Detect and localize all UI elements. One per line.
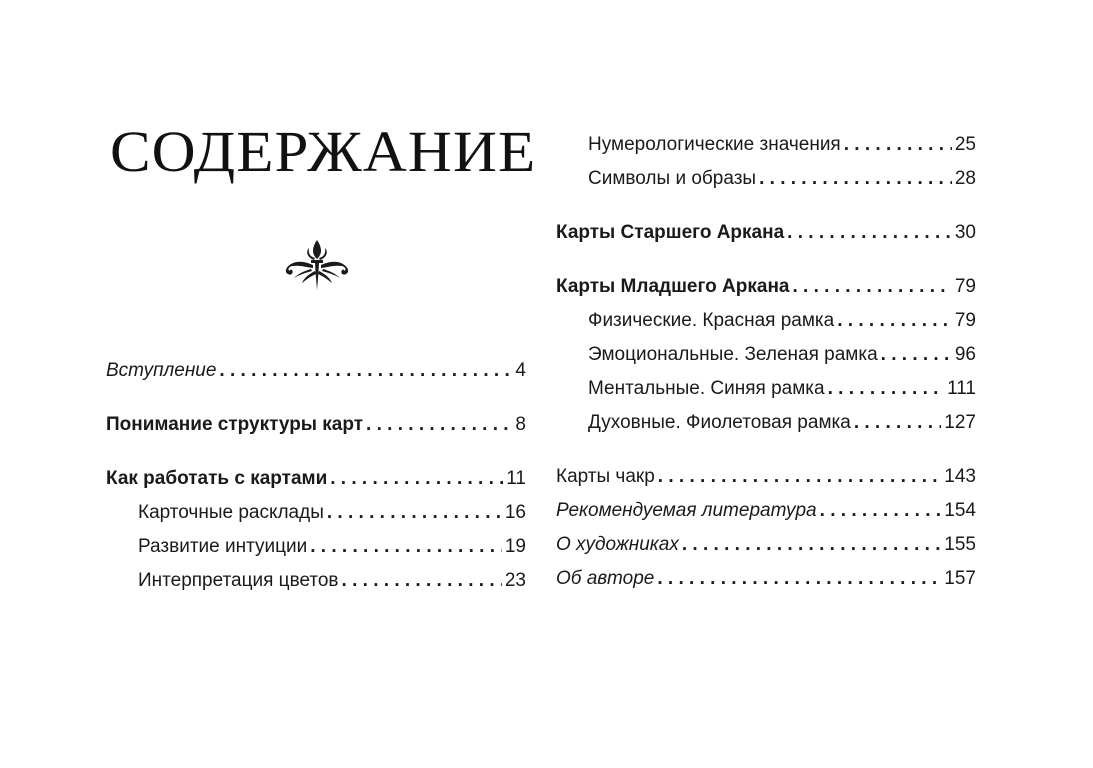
toc-entry-introduction[interactable] [106,354,526,388]
toc-entry-label: Развитие интуиции [138,536,308,557]
dot-leader [658,460,942,494]
dot-leader [837,304,952,338]
toc-entry-page: 19 [504,536,526,557]
toc-entry-intuition[interactable] [106,530,526,564]
toc-entry-page: 28 [954,168,976,189]
toc-entry-label: Нумерологические значения [588,134,841,155]
toc-entry-about-artists[interactable] [556,528,976,562]
toc-entry-color-interpretation[interactable] [106,564,526,598]
toc-entry-mental-blue[interactable] [556,372,976,406]
toc-entry-physical-red[interactable] [556,304,976,338]
toc-entry-label: Карточные расклады [138,502,324,523]
toc-entry-label: Карты Старшего Аркана [556,222,785,243]
toc-entry-label: Интерпретация цветов [138,570,339,591]
toc-entry-spiritual-violet[interactable] [556,406,976,440]
toc-entry-page: 79 [954,310,976,331]
fleur-de-lis-ornament-icon [278,238,356,298]
toc-entry-numerology[interactable] [556,128,976,162]
dot-leader [342,564,502,598]
toc-entry-chakra-cards[interactable] [556,460,976,494]
toc-entry-page: 11 [506,468,526,489]
dot-leader [881,338,952,372]
toc-entry-label: Как работать с картами [106,468,328,489]
dot-leader [330,462,503,496]
dot-leader [219,354,512,388]
toc-entry-label: Физические. Красная рамка [588,310,835,331]
toc-entry-minor-arcana[interactable] [556,270,976,304]
toc-entry-major-arcana[interactable] [556,216,976,250]
toc-entry-page: 157 [944,568,976,589]
toc-entry-label: Об авторе [556,568,655,589]
dot-leader [327,496,502,530]
dot-leader [682,528,941,562]
toc-entry-label: Карты Младшего Аркана [556,276,790,297]
toc-entry-working-with-cards[interactable] [106,462,526,496]
toc-entry-page: 4 [515,360,526,381]
toc-entry-page: 30 [954,222,976,243]
toc-entry-page: 8 [515,414,526,435]
toc-entry-label: Понимание структуры карт [106,414,364,435]
dot-leader [792,270,951,304]
toc-entry-label: Вступление [106,360,217,381]
dot-leader [787,216,952,250]
toc-entry-page: 111 [947,378,976,399]
toc-entry-page: 23 [504,570,526,591]
toc-entry-label: О художниках [556,534,679,555]
page-title: СОДЕРЖАНИЕ [110,119,537,184]
toc-entry-page: 25 [954,134,976,155]
toc-entry-card-structure[interactable] [106,408,526,442]
toc-entry-page: 155 [944,534,976,555]
toc-entry-label: Духовные. Фиолетовая рамка [588,412,851,433]
dot-leader [657,562,941,596]
toc-right-column [556,128,976,596]
toc-entry-card-spreads[interactable] [106,496,526,530]
toc-entry-label: Рекомендуемая литература [556,500,817,521]
toc-entry-label: Эмоциональные. Зеленая рамка [588,344,878,365]
toc-entry-label: Карты чакр [556,466,655,487]
dot-leader [820,494,942,528]
toc-entry-symbols[interactable] [556,162,976,196]
toc-entry-page: 154 [944,500,976,521]
toc-entry-page: 127 [944,412,976,433]
toc-entry-page: 79 [954,276,976,297]
dot-leader [759,162,952,196]
toc-entry-recommended-reading[interactable] [556,494,976,528]
toc-entry-emotional-green[interactable] [556,338,976,372]
toc-entry-label: Ментальные. Синяя рамка [588,378,825,399]
dot-leader [854,406,941,440]
toc-entry-about-author[interactable] [556,562,976,596]
dot-leader [366,408,512,442]
toc-left-column [106,354,526,598]
toc-entry-label: Символы и образы [588,168,757,189]
dot-leader [844,128,952,162]
toc-entry-page: 96 [954,344,976,365]
toc-entry-page: 143 [944,466,976,487]
dot-leader [828,372,945,406]
toc-entry-page: 16 [504,502,526,523]
dot-leader [310,530,502,564]
